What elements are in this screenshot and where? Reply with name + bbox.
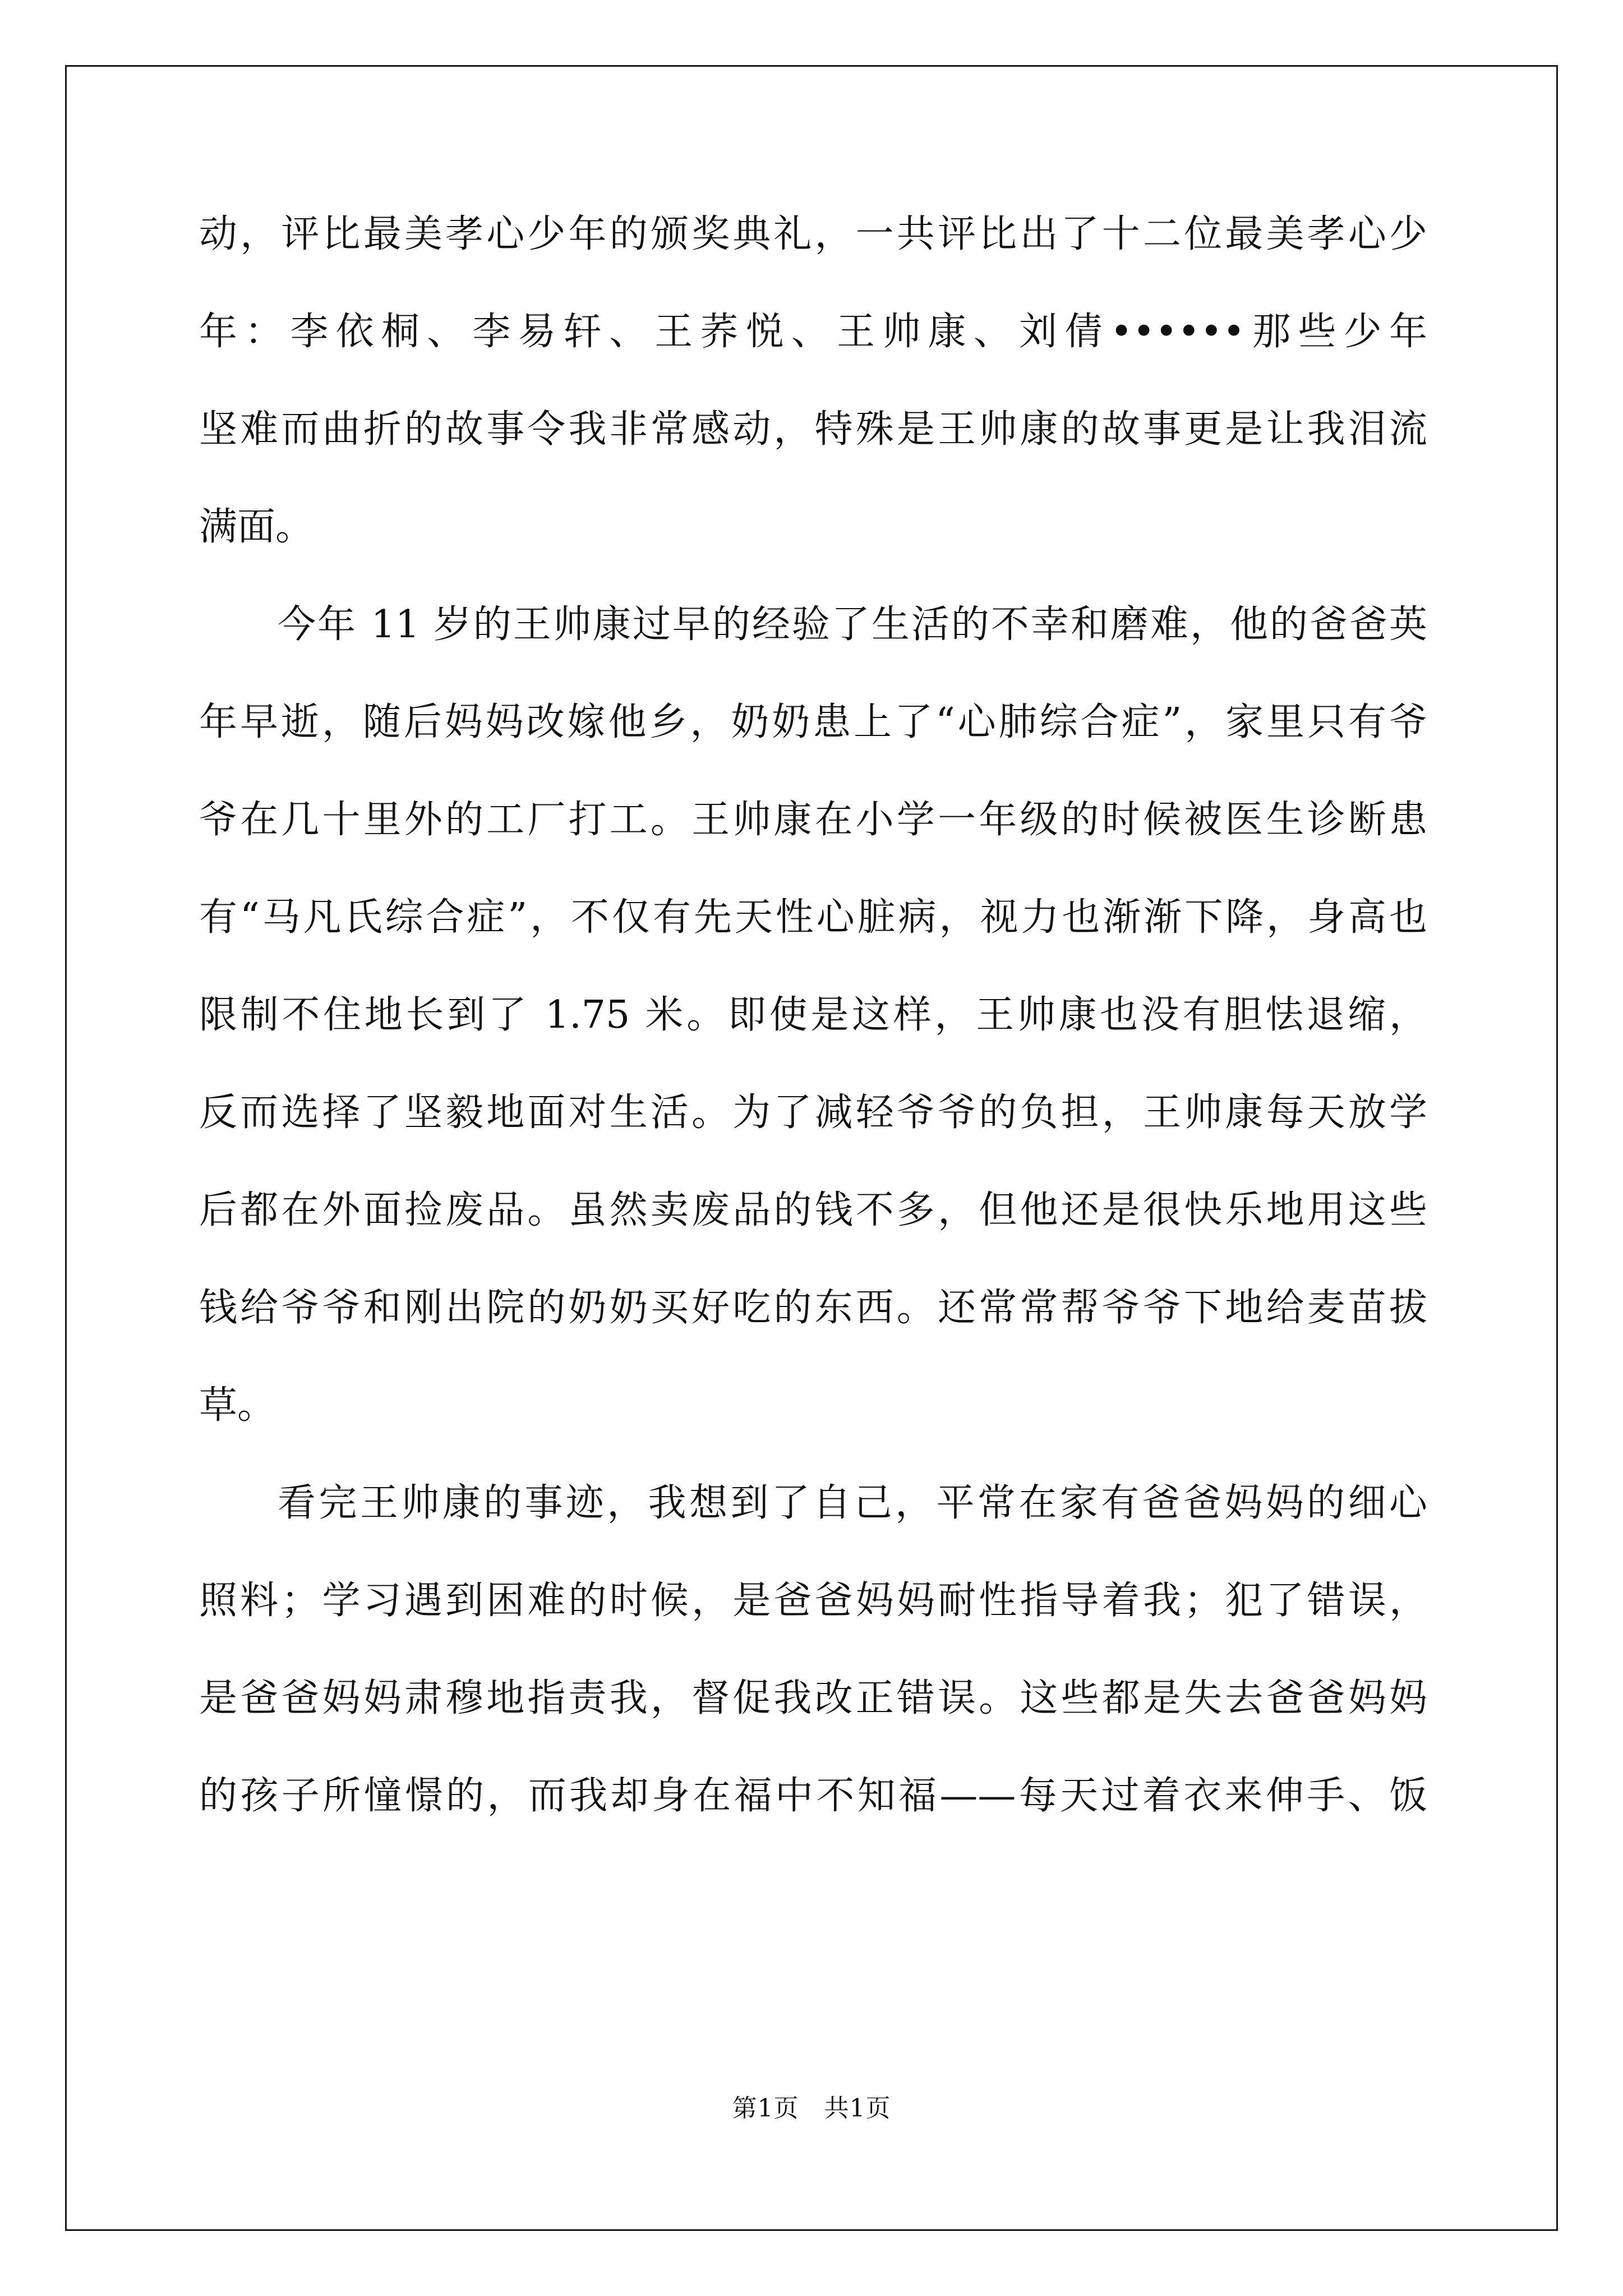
paragraph: [199, 598, 1427, 1476]
paragraph: [199, 208, 1427, 598]
text-line: 看完王帅康的事迹，我想到了自己，平常在家有爸爸妈妈的细心: [278, 1481, 1427, 1525]
text-line: 是爸爸妈妈肃穆地指责我，督促我改正错误。这些都是失去爸爸妈妈: [199, 1676, 1427, 1720]
text-line: 有“马凡氏综合症”，不仅有先天性心脏病，视力也渐渐下降，身高也: [199, 895, 1427, 940]
page-footer: 第1页 共1页: [732, 2094, 891, 2123]
text-line: 草。: [199, 1383, 276, 1428]
text-line: 钱给爷爷和刚出院的奶奶买好吃的东西。还常常帮爷爷下地给麦苗拔: [199, 1286, 1427, 1330]
text-line: 年：李依桐、李易轩、王荞悦、王帅康、刘倩••••••那些少年: [199, 310, 1427, 354]
text-line: 今年 11 岁的王帅康过早的经验了生活的不幸和磨难，他的爸爸英: [278, 602, 1427, 647]
text-line: 限制不住地长到了 1.75 米。即使是这样，王帅康也没有胆怯退缩，: [199, 993, 1427, 1037]
text-line: 满面。: [199, 505, 314, 549]
document-body: [199, 208, 1427, 1867]
text-line: 反而选择了坚毅地面对生活。为了减轻爷爷的负担，王帅康每天放学: [199, 1091, 1427, 1135]
text-line: 爷在几十里外的工厂打工。王帅康在小学一年级的时候被医生诊断患: [199, 798, 1427, 842]
text-line: 动，评比最美孝心少年的颁奖典礼，一共评比出了十二位最美孝心少: [199, 212, 1427, 256]
text-line: 后都在外面捡废品。虽然卖废品的钱不多，但他还是很快乐地用这些: [199, 1188, 1427, 1232]
text-line: 年早逝，随后妈妈改嫁他乡，奶奶患上了“心肺综合症”，家里只有爷: [199, 700, 1427, 744]
text-line: 照料；学习遇到困难的时候，是爸爸妈妈耐性指导着我；犯了错误，: [199, 1579, 1427, 1623]
text-line: 坚难而曲折的故事令我非常感动，特殊是王帅康的故事更是让我泪流: [199, 407, 1427, 452]
text-line: 的孩子所憧憬的，而我却身在福中不知福——每天过着衣来伸手、饭: [199, 1774, 1427, 1818]
paragraph: [199, 1476, 1427, 1867]
